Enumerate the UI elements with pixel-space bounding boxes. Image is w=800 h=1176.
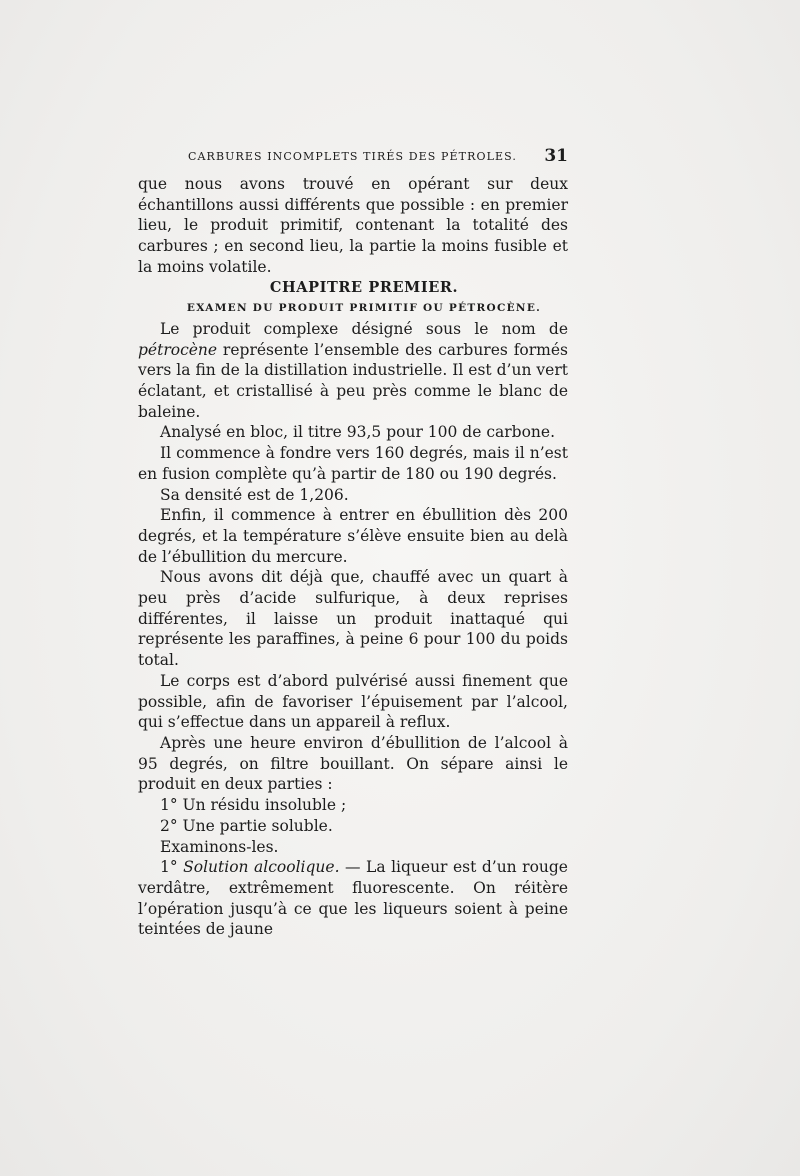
intro-paragraph: que nous avons trouvé en opérant sur deux échantillons aussi différents que possible : en premier lieu, le produit primitif, contenant la totalité des carbures ; en second lieu, la partie la moins fusible et la moins volatile. [138,175,568,276]
section-number: 1° [160,858,184,877]
paragraph-melting: Il commence à fondre vers 160 degrés, mais il n’est en fusion complète qu’à partir de 180 ou 190 degrés. [138,444,568,483]
paragraph-analysis: Analysé en bloc, il titre 93,5 pour 100 de carbone. [160,423,555,442]
page-number: 31 [544,146,568,166]
chapter-subtitle: EXAMEN DU PRODUIT PRIMITIF OU PÉTROCÈNE. [186,302,542,315]
running-title: CARBURES INCOMPLETS TIRÉS DES PÉTROLES. [188,150,517,163]
body-text [138,174,568,940]
paragraph-boiling: Enfin, il commence à entrer en ébullition dès 200 degrés, et la température s’élève ensuite bien au delà de l’ébullition du mercure. [138,506,568,566]
italic-heading: Solution alcoolique. [183,858,340,877]
list-item-residue: 1° Un résidu insoluble ; [160,796,347,815]
paragraph-pulverise: Le corps est d’abord pulvérisé aussi finement que possible, afin de favoriser l’épuisement par l’alcool, qui s’effectue dans un appareil à reflux. [138,671,568,732]
paragraph-text: Le produit complexe désigné sous le nom de [160,319,568,338]
page-header [138,146,568,168]
paragraph-filtration: Après une heure environ d’ébullition de l’alcool à 95 degrés, on filtre bouillant. On sépare ainsi le produit en deux parties : [138,733,568,794]
paragraph-sulfuric: Nous avons dit déjà que, chauffé avec un quart à peu près d’acide sulfurique, à deux reprises différentes, il laisse un produit inattaqué qui représente les paraffines, à peine 6 pour 100 du poids total. [138,568,568,670]
chapter-title: CHAPITRE PREMIER. [269,278,459,296]
paragraph-petrocene [138,319,568,423]
paragraph-solution [138,857,568,940]
paragraph-examine: Examinons-les. [160,837,279,856]
paragraph-density: Sa densité est de 1,206. [160,485,349,504]
list-item-soluble: 2° Une partie soluble. [160,816,333,835]
paragraph-text: — La liqueur est d’un rouge verdâtre, extrêmement fluorescente. On réitère l’opération jusqu’à ce que les liqueurs soient à peine teintées de jaune [138,858,568,939]
paragraph-text: représente l’ensemble des carbures formés vers la fin de la distillation industrielle. Il est d’un vert éclatant, et cristallisé à peu près comme le blanc de baleine. [138,340,568,421]
italic-term: pétrocène [138,340,218,359]
